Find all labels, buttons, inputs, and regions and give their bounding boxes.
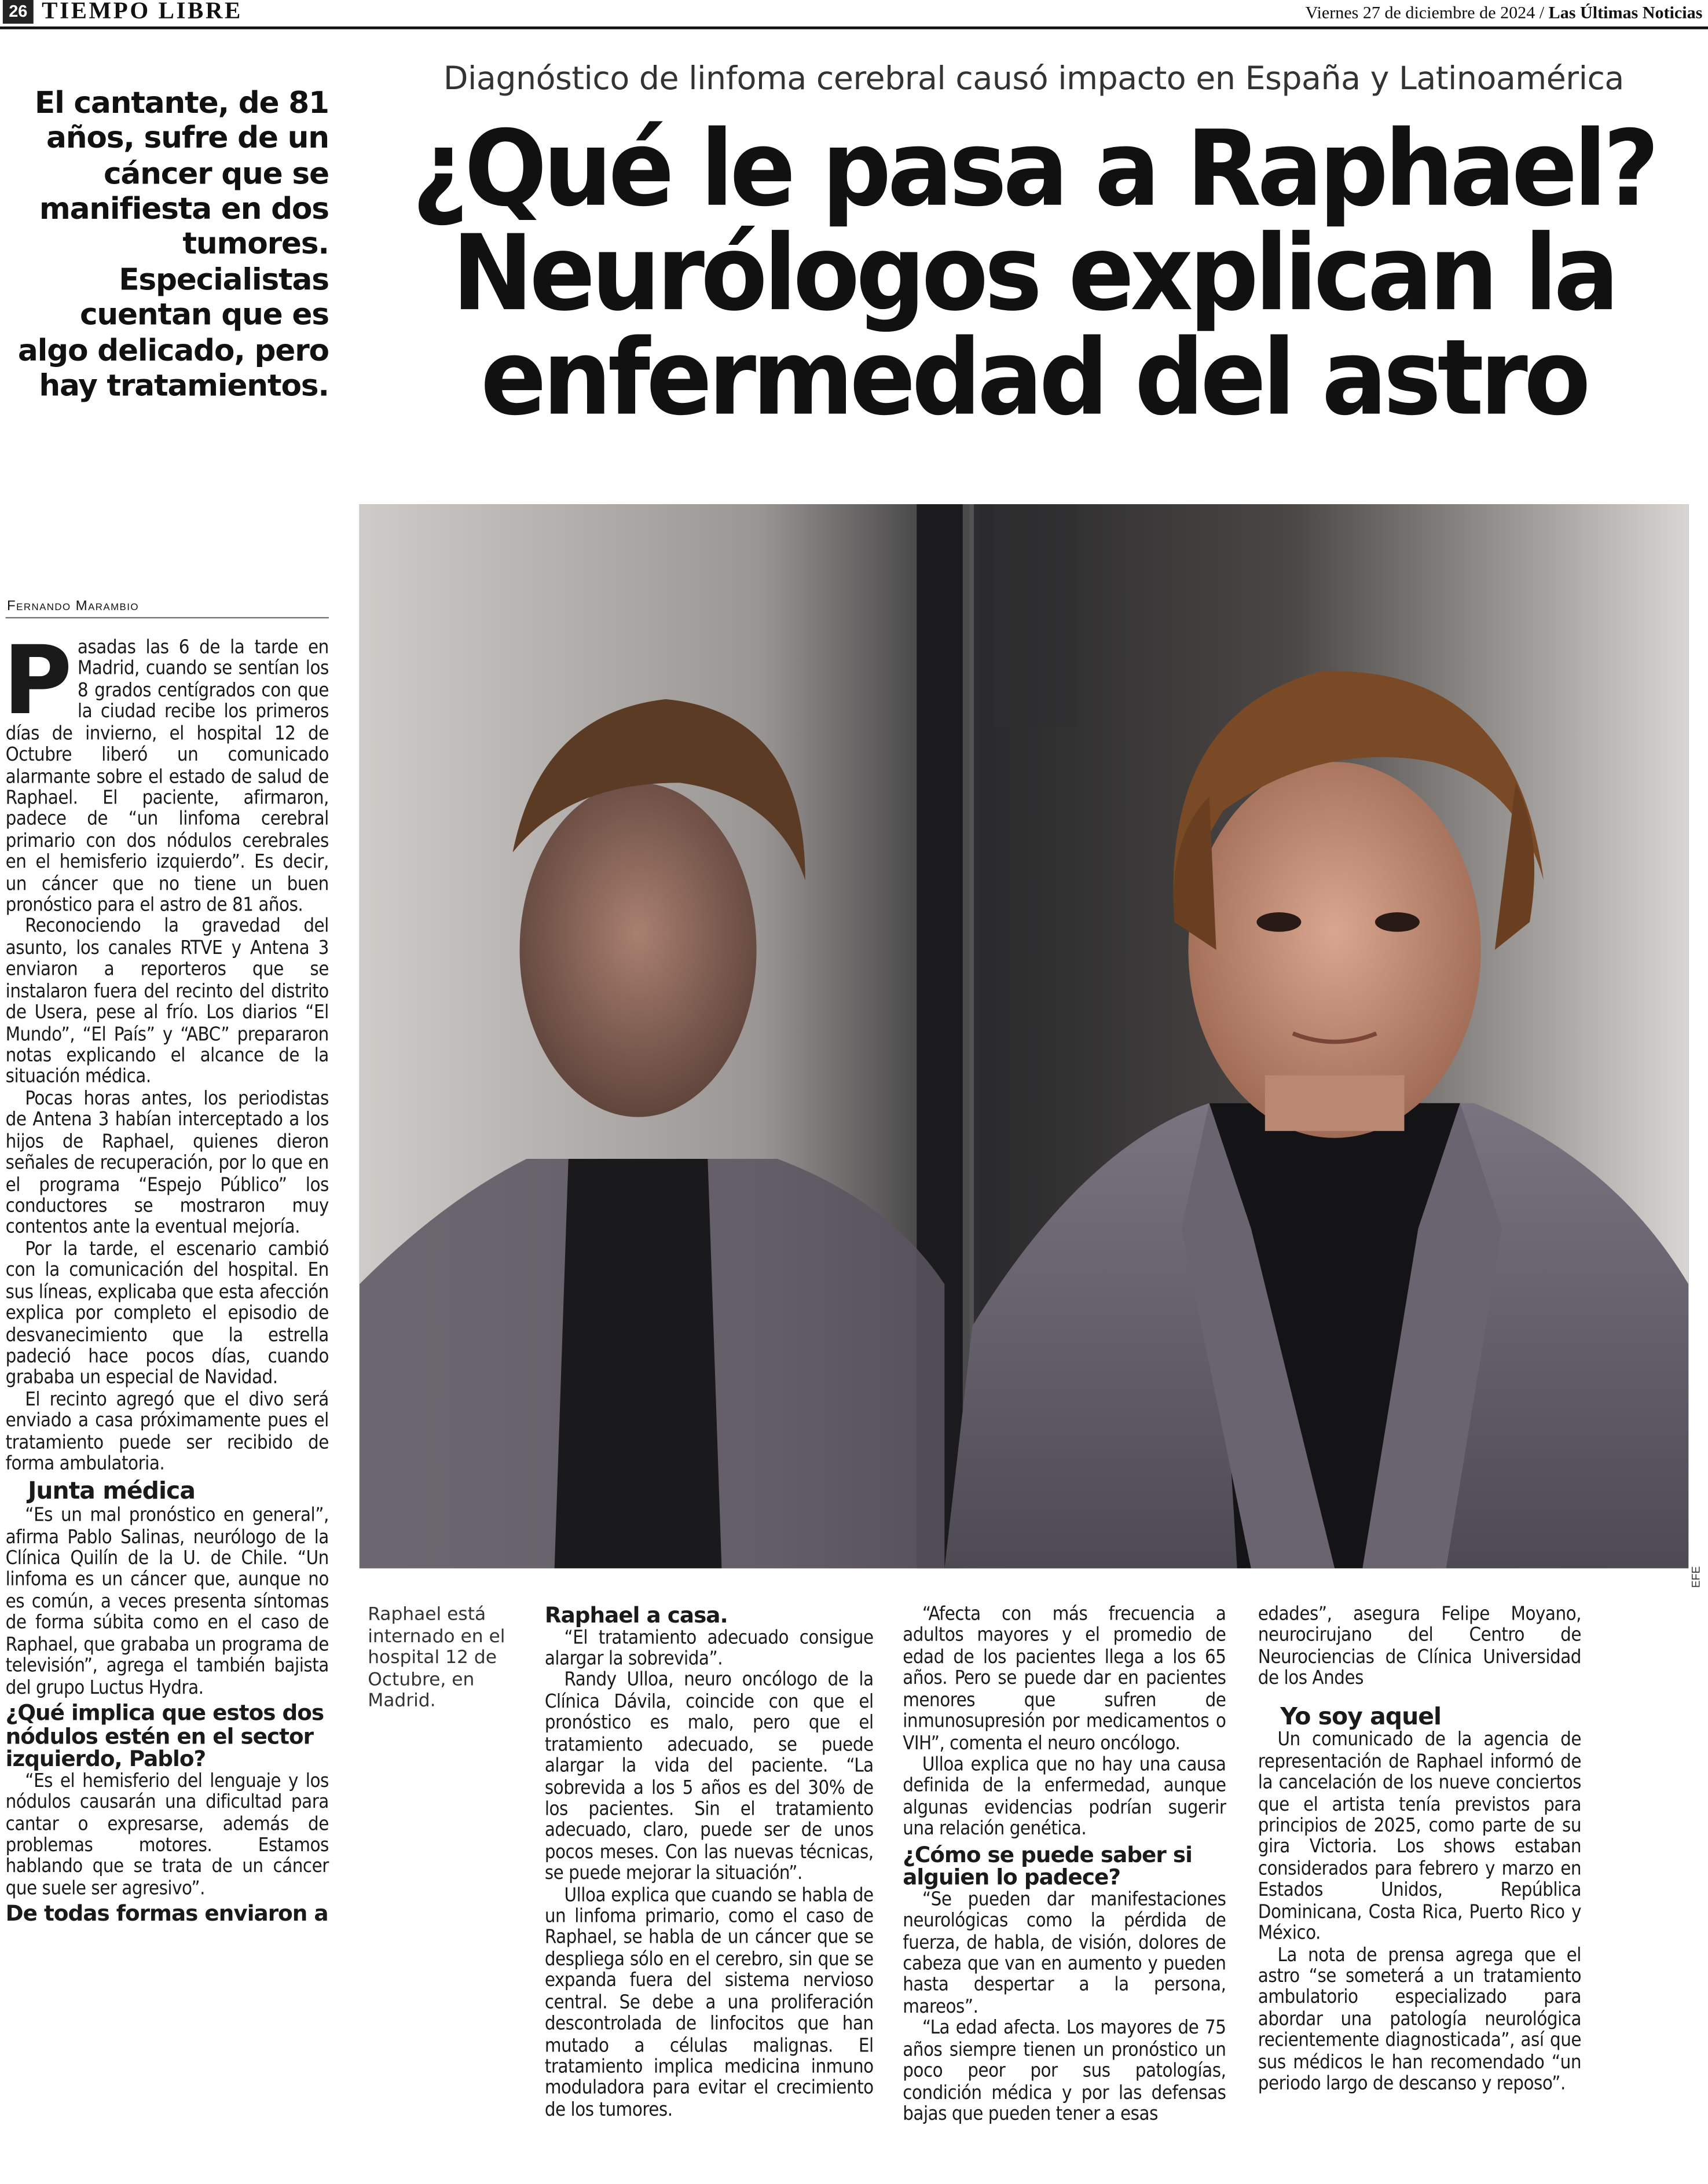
- subheading: Yo soy aquel: [1280, 1703, 1442, 1731]
- dateline: [1306, 3, 1703, 24]
- interview-question: ¿Qué implica que estos dos nódulos estén en el sector izquierdo, Pablo?: [5, 1700, 324, 1772]
- paragraph-text: asadas las 6 de la tarde en Madrid, cuando se sentían los 8 grados centígrados con que la ciudad recibe los primeros días de invierno, el hospital 12 de Octubre liberó un comunicado alarmante sobre el estado de salud de Raphael. El paciente, afirmaron, padece de “un linfoma cerebral primario con dos nódulos cerebrales en el hemisferio izquierdo”. Es decir, un cáncer que no tiene un buen pronóstico para el astro de 81 años.: [5, 636, 329, 917]
- paragraph: Ulloa explica que no hay una causa definida de la enfermedad, aunque algunas evidencias podrían sugerir una relación genética.: [903, 1753, 1226, 1841]
- dateline-separator: /: [1539, 2, 1545, 23]
- article-column-4: [1258, 1605, 1581, 2095]
- article-photo: [360, 504, 1689, 1568]
- article-headline: ¿Qué le pasa a Raphael? Neurólogos explican la enfermedad del astro: [412, 107, 1656, 439]
- byline: Fernando Marambio: [7, 599, 139, 615]
- paragraph: Por la tarde, el escenario cambió con la comunicación del hospital. En sus líneas, explicaba que esta afección explica por completo el episodio de desvanecimiento que la estrella padeció hace pocos días, cuando grababa un especial de Navidad.: [5, 1238, 329, 1389]
- article-deck: El cantante, de 81 años, sufre de un cáncer que se manifiesta en dos tumores. Especialistas cuentan que es algo delicado, pero hay tratamientos.: [17, 86, 329, 404]
- paragraph: Un comunicado de la agencia de representación de Raphael informó de la cancelación de los nueve conciertos que el artista tenía previstos para principios de 2025, como parte de su gira Victoria. Los shows estaban considerados para febrero y marzo en Estados Unidos, República Dominicana, Costa Rica, Puerto Rico y México.: [1258, 1728, 1582, 1945]
- publication-name: Las Últimas Noticias: [1548, 2, 1703, 23]
- photo-credit: EFE: [1689, 1566, 1703, 1588]
- article-column-2: [545, 1605, 874, 2121]
- page-number: 26: [3, 0, 34, 24]
- paragraph: [2, 626, 329, 917]
- header-rule: [0, 27, 1708, 30]
- article-column-3: [903, 1605, 1226, 2126]
- paragraph: La nota de prensa agrega que el astro “se someterá a un tratamiento ambulatorio especializado para abordar una patología neurológica recientemente diagnosticada”, así que sus médicos le han recomendado “un periodo largo de descanso y reposo”.: [1258, 1944, 1582, 2095]
- section-title: TIEMPO LIBRE: [42, 0, 243, 24]
- photo-caption: Raphael está internado en el hospital 12 de Octubre, en Madrid.: [368, 1604, 505, 1713]
- raphael-portrait-image: [360, 504, 1689, 1568]
- subheading-continuation: Raphael a casa.: [544, 1603, 728, 1628]
- interview-question: ¿Cómo se puede saber si alguien lo padece?: [903, 1842, 1192, 1891]
- article-column-1: [2, 626, 329, 1927]
- byline-rule: [6, 617, 329, 618]
- subheading: Junta médica: [28, 1478, 195, 1507]
- paragraph: “El tratamiento adecuado consigue alargar la sobrevida”.: [544, 1626, 874, 1671]
- drop-cap: P: [2, 626, 72, 737]
- paragraph: “La edad afecta. Los mayores de 75 años siempre tienen un pronóstico un poco peor por sus patologías, condición médica y por las defensas bajas que pueden tener a esas: [903, 2017, 1226, 2126]
- paragraph: Randy Ulloa, neuro oncólogo de la Clínica Dávila, coincide con que el pronóstico es malo, pero que el tratamiento adecuado, se puede alargar la vida del paciente. “La sobrevida a los 5 años es del 30% de los pacientes. Sin el tratamiento adecuado, claro, puede ser de unos pocos meses. Con las nuevas técnicas, se puede mejorar la situación”.: [544, 1669, 874, 1885]
- paragraph: “Es el hemisferio del lenguaje y los nódulos causarán una dificultad para cantar o expresarse, además de problemas motores. Estamos hablando que se trata de un cáncer que suele ser agresivo”.: [5, 1770, 329, 1900]
- issue-date: Viernes 27 de diciembre de 2024: [1305, 2, 1535, 23]
- paragraph: “Es un mal pronóstico en general”, afirma Pablo Salinas, neurólogo de la Clínica Quilín de la U. de Chile. “Un linfoma es un cáncer que, aunque no es común, a veces presenta síntomas de forma súbita como en el caso de Raphael, que grababa un programa de televisión”, agrega el también bajista del grupo Luctus Hydra.: [5, 1504, 329, 1699]
- article-kicker: Diagnóstico de linfoma cerebral causó impacto en España y Latinoamérica: [443, 61, 1624, 98]
- paragraph: Reconociendo la gravedad del asunto, los canales RTVE y Antena 3 enviaron a reporteros que se instalaron fuera del recinto del distrito de Usera, pese al frío. Los diarios “El Mundo”, “El País” y “ABC” prepararon notas explicando el alcance de la situación médica.: [5, 916, 329, 1089]
- paragraph: “Se pueden dar manifestaciones neurológicas como la pérdida de fuerza, de habla, de visión, dolores de cabeza que van en aumento y pueden hasta despertar a la persona, mareos”.: [903, 1888, 1226, 2018]
- paragraph: “Afecta con más frecuencia a adultos mayores y el promedio de edad de los pacientes llega a los 65 años. Pero se puede dar en pacientes menores que sufren de inmunosupresión por medicamentos o VIH”, comenta el neuro oncólogo.: [903, 1603, 1226, 1754]
- paragraph: Ulloa explica que cuando se habla de un linfoma primario, como el caso de Raphael, se habla de un cáncer que se despliega sólo en el cerebro, sin que se expanda fuera del sistema nervioso central. Se debe a una proliferación descontrolada de linfocitos que han mutado a células malignas. El tratamiento implica medicina inmuno moduladora para evitar el crecimiento de los tumores.: [544, 1884, 874, 2121]
- paragraph: El recinto agregó que el divo será enviado a casa próximamente pues el tratamiento puede ser recibido de forma ambulatoria.: [5, 1388, 329, 1475]
- paragraph: Pocas horas antes, los periodistas de Antena 3 habían interceptado a los hijos de Raphael, quienes dieron señales de recuperación, por lo que en el programa “Espejo Público” los conductores se mostraron muy contentos ante la eventual mejoría.: [5, 1087, 329, 1239]
- paragraph: edades”, asegura Felipe Moyano, neurocirujano del Centro de Neurociencias de Clínica Universidad de los Andes: [1258, 1603, 1582, 1690]
- interview-question: De todas formas enviaron a: [5, 1901, 328, 1927]
